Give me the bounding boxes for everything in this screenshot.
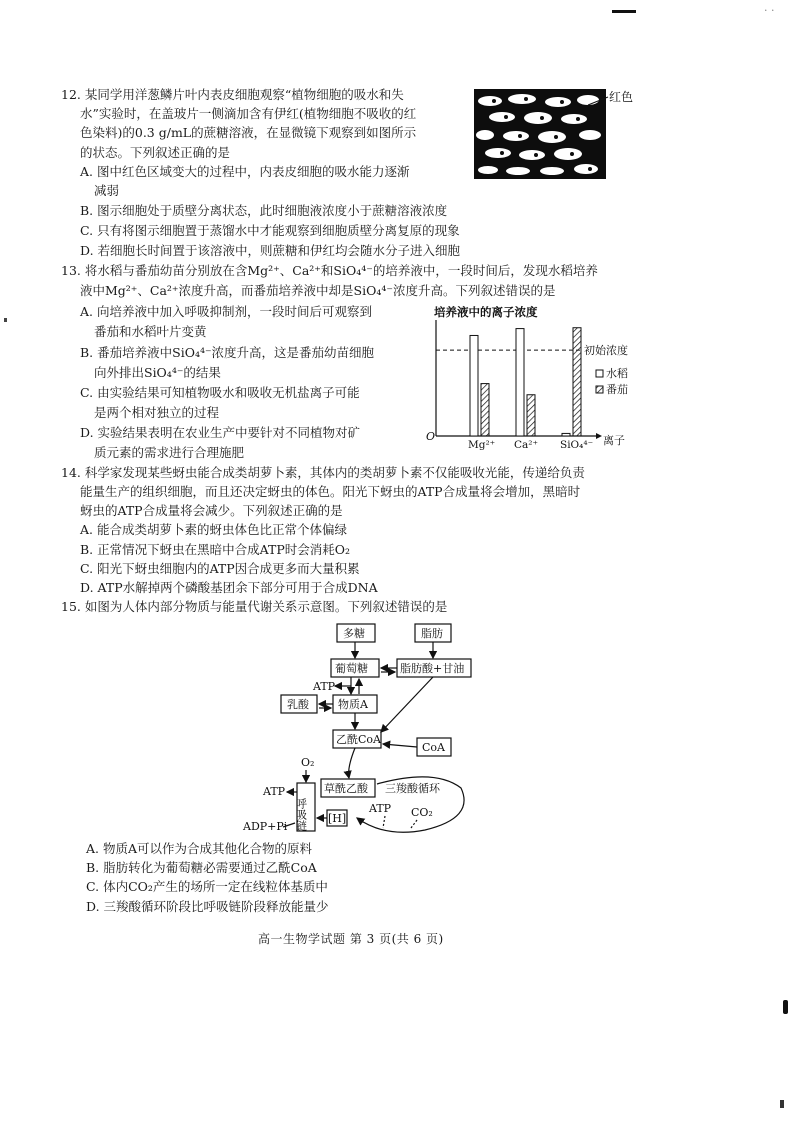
- option-c: C. 只有将图示细胞置于蒸馏水中才能观察到细胞质壁分离复原的现象: [80, 223, 460, 238]
- option-b-cont: 向外排出SiO₄⁴⁻的结果: [94, 365, 221, 380]
- edge-mark: [780, 1100, 784, 1108]
- option-d-cont: 质元素的需求进行合理施肥: [94, 445, 245, 460]
- question-text: 的状态。下列叙述正确的是: [80, 145, 231, 160]
- top-mark: [612, 10, 636, 13]
- label-glucose: 葡萄糖: [335, 662, 368, 675]
- option-c: C. 体内CO₂产生的场所一定在线粒体基质中: [86, 879, 328, 894]
- ion-concentration-chart: [418, 300, 648, 460]
- label-co2: CO₂: [411, 806, 433, 819]
- x-tick-label: Ca²⁺: [514, 439, 539, 451]
- question-text: 12. 某同学用洋葱鳞片叶内表皮细胞观察“植物细胞的吸水和失: [61, 87, 404, 102]
- question-text: 能量生产的组织细胞，而且还决定蚜虫的体色。阳光下蚜虫的ATP合成量将会增加，黑暗时: [80, 484, 581, 499]
- label-h: [H]: [328, 812, 347, 825]
- legend-rice: 水稻: [606, 367, 628, 380]
- label-fatty-acid-glycerol: 脂肪酸+甘油: [400, 662, 465, 675]
- legend-tomato: 番茄: [606, 383, 628, 396]
- option-a: A. 图中红色区域变大的过程中，内表皮细胞的吸水能力逐渐: [80, 164, 410, 179]
- label-atp-bottom: ATP: [369, 802, 392, 815]
- option-c: C. 由实验结果可知植物吸水和吸收无机盐离子可能: [80, 385, 360, 400]
- label-fat: 脂肪: [421, 627, 443, 640]
- option-a-cont: 减弱: [94, 183, 120, 198]
- x-tick-labels: [468, 439, 593, 451]
- label-tca-cycle: 三羧酸循环: [385, 782, 440, 795]
- option-d: D. 实验结果表明在农业生产中要针对不同植物对矿: [80, 425, 361, 440]
- option-d: D. 若细胞长时间置于该溶液中，则蔗糖和伊红均会随水分子进入细胞: [80, 243, 461, 258]
- chart-bars: [470, 328, 581, 436]
- x-tick-label: Mg²⁺: [468, 439, 496, 451]
- label-adp-pi: ADP+Pi: [243, 820, 288, 833]
- question-text: 液中Mg²⁺、Ca²⁺浓度升高，而番茄培养液中却是SiO₄⁴⁻浓度升高。下列叙述错误的是: [80, 283, 556, 298]
- option-c-cont: 是两个相对独立的过程: [94, 405, 220, 420]
- red-label: 红色: [609, 90, 634, 104]
- legend-swatch-rice: [596, 370, 603, 377]
- option-d: D. 三羧酸循环阶段比呼吸链阶段释放能量少: [86, 899, 329, 914]
- page-footer: 高一生物学试题 第 3 页(共 6 页): [258, 932, 444, 946]
- option-a: A. 物质A可以作为合成其他化合物的原料: [86, 841, 313, 856]
- initial-concentration-label: 初始浓度: [584, 344, 628, 358]
- question-text: 水”实验时，在盖玻片一侧滴加含有伊红(植物细胞不吸收的红: [80, 106, 417, 121]
- edge-mark: [4, 318, 7, 322]
- x-axis-label: 离子: [603, 434, 625, 447]
- label-atp-top: ATP: [313, 680, 336, 693]
- bar-tomato-1: [527, 395, 535, 436]
- option-d: D. ATP水解掉两个磷酸基团余下部分可用于合成DNA: [80, 580, 378, 595]
- label-respiratory-chain: 呼吸链: [294, 798, 308, 831]
- scan-speck: · ·: [764, 4, 775, 17]
- label-atp-left: ATP: [263, 785, 286, 798]
- edge-mark: [783, 1000, 788, 1014]
- option-b: B. 番茄培养液中SiO₄⁴⁻浓度升高，这是番茄幼苗细胞: [80, 345, 375, 360]
- legend-swatch-tomato: [596, 386, 603, 393]
- bar-rice-1: [516, 329, 524, 436]
- option-a-cont: 番茄和水稻叶片变黄: [94, 324, 207, 339]
- option-a: A. 向培养液中加入呼吸抑制剂，一段时间后可观察到: [80, 304, 372, 319]
- label-lactic-acid: 乳酸: [287, 698, 309, 711]
- cell-micrograph: [470, 85, 650, 183]
- bar-rice-0: [470, 335, 478, 436]
- option-c: C. 阳光下蚜虫细胞内的ATP因合成更多而大量积累: [80, 561, 360, 576]
- label-oxaloacetate: 草酰乙酸: [324, 782, 368, 795]
- label-acetyl-coa: 乙酰CoA: [336, 733, 381, 746]
- question-text: 13. 将水稻与番茄幼苗分别放在含Mg²⁺、Ca²⁺和SiO₄⁴⁻的培养液中，一段时间后，发现水稻培养: [61, 263, 598, 278]
- question-text: 14. 科学家发现某些蚜虫能合成类胡萝卜素，其体内的类胡萝卜素不仅能吸收光能，传递给负责: [61, 465, 585, 480]
- option-b: B. 图示细胞处于质壁分离状态，此时细胞液浓度小于蔗糖溶液浓度: [80, 203, 448, 218]
- option-b: B. 正常情况下蚜虫在黑暗中合成ATP时会消耗O₂: [80, 542, 350, 557]
- bar-rice-2: [562, 433, 570, 436]
- x-axis-arrow: [596, 433, 602, 439]
- origin-label: O: [426, 430, 436, 443]
- question-text: 蚜虫的ATP合成量将会减少。下列叙述正确的是: [80, 503, 343, 518]
- question-text: 15. 如图为人体内部分物质与能量代谢关系示意图。下列叙述错误的是: [61, 599, 448, 614]
- chart-title: 培养液中的离子浓度: [434, 305, 538, 319]
- option-a: A. 能合成类胡萝卜素的蚜虫体色比正常个体偏绿: [80, 522, 347, 537]
- option-b: B. 脂肪转化为葡萄糖必需要通过乙酰CoA: [86, 860, 317, 875]
- label-substance-a: 物质A: [338, 698, 368, 711]
- bar-tomato-2: [573, 328, 581, 436]
- label-o2: O₂: [301, 756, 315, 769]
- x-tick-label: SiO₄⁴⁻: [560, 439, 594, 451]
- metabolism-diagram: [235, 618, 505, 838]
- bar-tomato-0: [481, 384, 489, 436]
- label-polysaccharide: 多糖: [343, 627, 365, 640]
- question-text: 色染料)的0.3 g/mL的蔗糖溶液，在显微镜下观察到如图所示: [80, 125, 417, 140]
- label-coa: CoA: [422, 741, 445, 754]
